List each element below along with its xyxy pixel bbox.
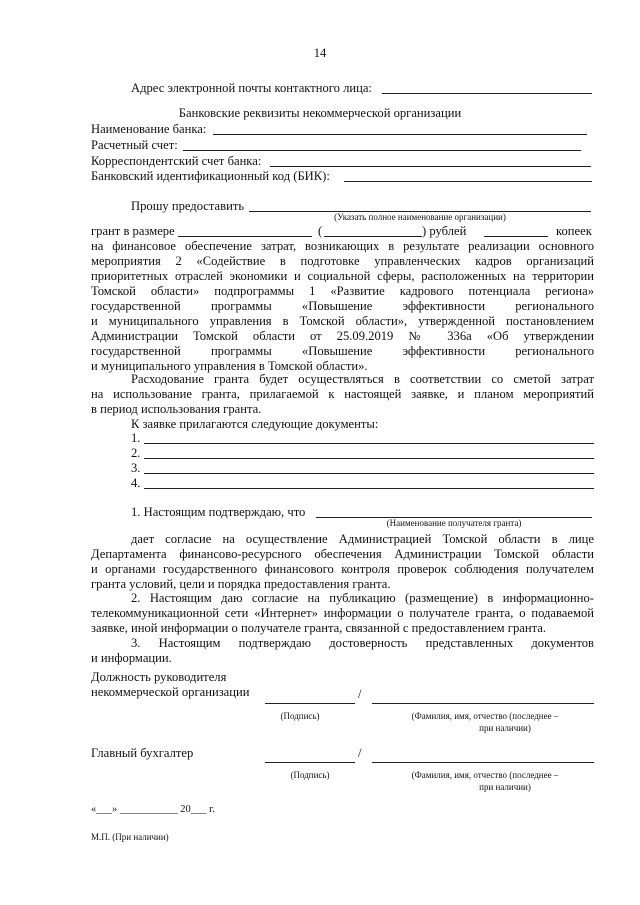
accountant-label: Главный бухгалтер [91,746,194,760]
rubles-label: ) рублей [422,224,467,238]
organization-hint: (Указать полное наименование организации) [334,212,506,222]
grant-amount-words-field[interactable] [324,236,422,237]
confirm2-line: телекоммуникационной сети «Интернет» информации о получателе гранта, о подаваемой [91,606,594,620]
slash: / [358,746,362,760]
page-number: 14 [313,46,327,60]
document-field[interactable] [144,443,594,444]
corr-account-field[interactable] [270,166,591,167]
bank-title: Банковские реквизиты некоммерческой организации [178,106,462,120]
bik-label: Банковский идентификационный код (БИК): [91,169,330,183]
confirm1-line: дает согласие на осуществление Администрацией Томской области в лице [131,532,594,546]
stamp-note: М.П. (При наличии) [91,832,169,842]
confirm3-line: и информации. [91,651,172,665]
fio-hint: при наличии) [479,723,531,733]
request-line: государственной программы «Повышение эффективности регионального [91,299,594,313]
head-position-label: некоммерческой организации [91,685,250,699]
head-position-label: Должность руководителя [91,670,227,684]
spending-line: в период использования гранта. [91,402,262,416]
kopecks-field[interactable] [484,236,548,237]
confirm3-line: 3. Настоящим подтверждаю достоверность представленных документов [131,636,594,650]
request-line: Томской области» подпрограммы 1 «Развитие кадрового потенциала региона» [91,284,594,298]
head-signature-field[interactable] [265,703,355,704]
bank-name-field[interactable] [213,134,587,135]
confirm1-line: гранта условий, цели и порядка предоставления гранта. [91,577,391,591]
paren-open: ( [318,224,323,238]
accountant-fio-field[interactable] [372,762,594,763]
request-line: и муниципального управления в Томской области». [91,359,368,373]
spending-line: Расходование гранта будет осуществляться в соответствии со сметой затрат [131,372,594,386]
account-field[interactable] [183,150,581,151]
document-number: 3. [131,461,141,475]
sign-hint: (Подпись) [290,770,330,780]
confirm1-lead: 1. Настоящим подтверждаю, что [131,505,306,519]
confirm1-line: и органами государственного финансового контроля проверок соблюдения получателем [91,562,594,576]
grant-size-label: грант в размере [91,224,175,238]
slash: / [358,687,362,701]
documents-intro: К заявке прилагаются следующие документы: [131,417,379,431]
request-line: приоритетных отраслей экономики и социальной сферы, расположенных на территории [91,269,594,283]
kopecks-label: копеек [556,224,592,238]
email-label: Адрес электронной почты контактного лица: [131,81,372,95]
document-field[interactable] [144,473,594,474]
request-line: на финансовое обеспечение затрат, возникающих в результате реализации основного [91,239,594,253]
document-field[interactable] [144,458,594,459]
document-number: 1. [131,431,141,445]
accountant-signature-field[interactable] [265,762,355,763]
request-line: и муниципального управления в Томской области», утвержденной постановлением [91,314,594,328]
document-number: 2. [131,446,141,460]
account-label: Расчетный счет: [91,138,178,152]
confirm1-line: Департамента финансово-ресурсного обеспечения Администрации Томской области [91,547,594,561]
document-number: 4. [131,476,141,490]
confirm2-line: 2. Настоящим даю согласие на публикацию (размещение) в информационно- [131,591,594,605]
fio-hint: при наличии) [479,782,531,792]
bank-name-label: Наименование банка: [91,122,207,136]
grant-amount-field[interactable] [178,236,312,237]
email-field[interactable] [382,93,592,94]
document-field[interactable] [144,488,594,489]
corr-account-label: Корреспондентский счет банка: [91,154,262,168]
sign-hint: (Подпись) [280,711,320,721]
request-label: Прошу предоставить [131,199,245,213]
head-fio-field[interactable] [372,703,594,704]
request-line: государственной программы «Повышение эффективности регионального [91,344,594,358]
fio-hint: (Фамилия, имя, отчество (последнее – [411,770,559,780]
date-line[interactable]: «___» ___________ 20___ г. [91,804,215,815]
spending-line: на использование гранта, прилагаемой к настоящей заявке, и планом мероприятий [91,387,594,401]
recipient-hint: (Наименование получателя гранта) [386,518,522,528]
request-line: Администрации Томской области от 25.09.2019 № 336а «Об утверждении [91,329,594,343]
bik-field[interactable] [344,181,592,182]
fio-hint: (Фамилия, имя, отчество (последнее – [411,711,559,721]
confirm2-line: заявке, иной информации о получателе гранта, связанной с предоставлением гранта. [91,621,546,635]
request-line: мероприятия 2 «Содействие в подготовке управленческих кадров организаций [91,254,594,268]
